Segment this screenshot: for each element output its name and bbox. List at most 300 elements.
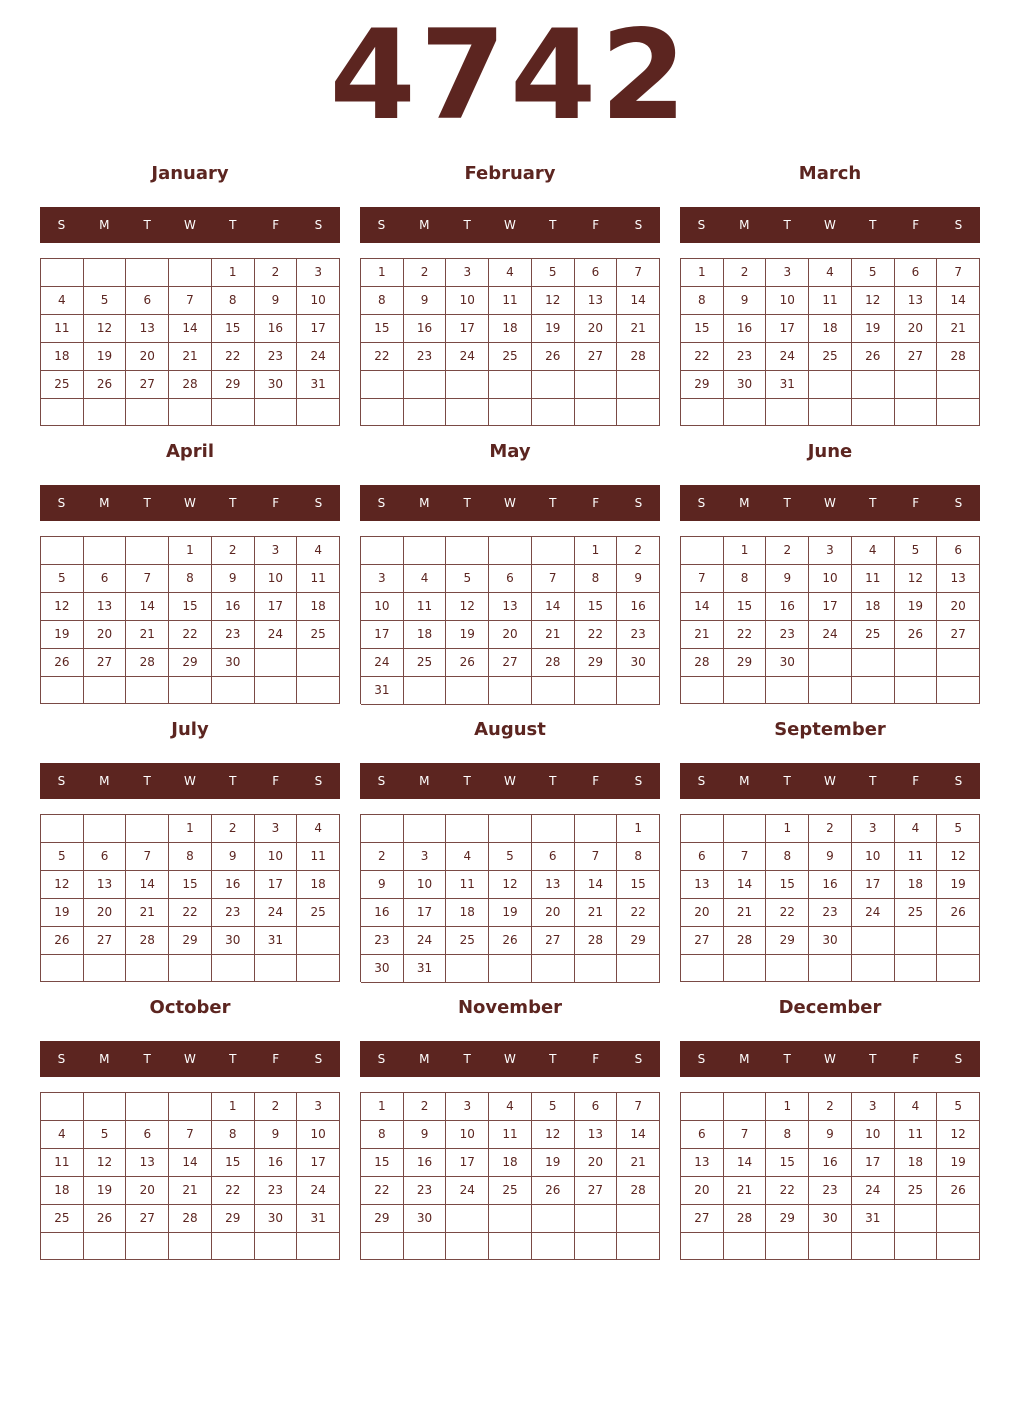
day-cell: [937, 649, 980, 677]
day-cell: 18: [895, 871, 938, 899]
weekday-label: T: [143, 774, 151, 788]
day-cell: 14: [724, 871, 767, 899]
day-cell: [895, 927, 938, 955]
month-august: [360, 718, 660, 982]
day-cell: 13: [681, 1149, 724, 1177]
day-cell: 7: [169, 1121, 212, 1149]
month-march: [680, 162, 980, 426]
day-cell: 10: [766, 287, 809, 315]
day-cell: [575, 1233, 618, 1260]
day-cell: 18: [297, 593, 340, 621]
day-cell: 8: [766, 1121, 809, 1149]
day-cell: 13: [126, 1149, 169, 1177]
weekday-label: F: [912, 218, 920, 232]
day-cell: 15: [361, 315, 404, 343]
day-cell: 14: [575, 871, 618, 899]
day-cell: 3: [255, 815, 298, 843]
day-cell: [84, 1233, 127, 1260]
weekday-label: W: [824, 774, 836, 788]
day-cell: 1: [766, 1093, 809, 1121]
day-cell: [852, 955, 895, 982]
weekday-label: M: [419, 496, 430, 510]
day-cell: 14: [617, 287, 660, 315]
weekday-label: F: [272, 774, 280, 788]
weekday-label: M: [739, 218, 750, 232]
day-cell: [126, 677, 169, 704]
weekday-header: [40, 207, 340, 243]
weekday-label: S: [697, 1052, 706, 1066]
day-cell: 18: [489, 1149, 532, 1177]
month-name: September: [774, 719, 886, 740]
day-cell: [809, 399, 852, 426]
day-cell: 15: [169, 593, 212, 621]
day-cell: 12: [41, 871, 84, 899]
day-cell: [361, 537, 404, 565]
day-cell: [617, 371, 660, 399]
day-cell: [84, 259, 127, 287]
day-cell: [681, 537, 724, 565]
day-cell: 20: [937, 593, 980, 621]
month-name: May: [489, 441, 531, 462]
day-cell: 21: [169, 1177, 212, 1205]
day-cell: 9: [255, 287, 298, 315]
day-cell: 7: [724, 843, 767, 871]
day-cell: 1: [212, 1093, 255, 1121]
day-grid: [680, 1092, 980, 1260]
day-cell: [169, 955, 212, 982]
weekday-label: S: [57, 774, 66, 788]
day-cell: 16: [255, 315, 298, 343]
day-cell: [681, 1233, 724, 1260]
day-cell: 22: [724, 621, 767, 649]
day-cell: 2: [724, 259, 767, 287]
weekday-label: T: [783, 774, 791, 788]
day-cell: 11: [809, 287, 852, 315]
day-cell: [937, 371, 980, 399]
weekday-label: T: [783, 1052, 791, 1066]
day-cell: [255, 677, 298, 704]
day-cell: 27: [895, 343, 938, 371]
weekday-label: S: [57, 496, 66, 510]
day-cell: 12: [937, 843, 980, 871]
day-cell: [724, 815, 767, 843]
day-cell: 29: [617, 927, 660, 955]
day-cell: [212, 399, 255, 426]
weekday-label: S: [954, 1052, 963, 1066]
day-cell: 23: [404, 1177, 447, 1205]
day-cell: 19: [41, 899, 84, 927]
day-cell: 23: [809, 899, 852, 927]
day-cell: 4: [404, 565, 447, 593]
weekday-label: F: [912, 1052, 920, 1066]
day-cell: 15: [575, 593, 618, 621]
day-cell: 7: [532, 565, 575, 593]
day-cell: 5: [852, 259, 895, 287]
day-cell: 6: [489, 565, 532, 593]
day-cell: 19: [489, 899, 532, 927]
day-cell: [41, 537, 84, 565]
weekday-label: S: [634, 1052, 643, 1066]
day-cell: 3: [404, 843, 447, 871]
day-cell: [361, 815, 404, 843]
day-cell: [446, 399, 489, 427]
day-cell: [404, 537, 447, 565]
day-cell: 12: [937, 1121, 980, 1149]
day-cell: 28: [126, 649, 169, 677]
weekday-label: T: [143, 1052, 151, 1066]
weekday-label: S: [377, 1052, 386, 1066]
day-cell: [532, 1233, 575, 1260]
day-cell: 23: [766, 621, 809, 649]
day-cell: 2: [809, 815, 852, 843]
day-cell: 18: [895, 1149, 938, 1177]
day-cell: [84, 399, 127, 426]
weekday-label: T: [549, 218, 557, 232]
day-cell: [297, 649, 340, 677]
day-cell: 12: [84, 1149, 127, 1177]
day-cell: [446, 677, 489, 705]
day-cell: 24: [404, 927, 447, 955]
day-cell: 8: [212, 287, 255, 315]
day-cell: 17: [404, 899, 447, 927]
day-cell: 5: [446, 565, 489, 593]
day-cell: 25: [895, 1177, 938, 1205]
day-cell: 12: [489, 871, 532, 899]
day-cell: 25: [809, 343, 852, 371]
day-cell: 3: [766, 259, 809, 287]
day-cell: 24: [766, 343, 809, 371]
day-cell: 27: [681, 927, 724, 955]
month-july: [40, 718, 340, 982]
weekday-label: W: [504, 496, 516, 510]
day-cell: 29: [724, 649, 767, 677]
day-cell: 9: [404, 1121, 447, 1149]
day-cell: [446, 371, 489, 399]
day-cell: 16: [404, 315, 447, 343]
day-cell: 22: [361, 343, 404, 371]
day-cell: 28: [681, 649, 724, 677]
day-cell: 3: [297, 259, 340, 287]
day-cell: 4: [809, 259, 852, 287]
day-cell: 8: [169, 565, 212, 593]
day-cell: [84, 1093, 127, 1121]
day-cell: [937, 1233, 980, 1260]
day-cell: [126, 955, 169, 982]
weekday-label: F: [272, 1052, 280, 1066]
weekday-label: F: [272, 496, 280, 510]
day-cell: 3: [852, 815, 895, 843]
day-cell: [724, 955, 767, 982]
year-title: 4742: [329, 4, 691, 148]
day-cell: [852, 399, 895, 426]
day-cell: 17: [361, 621, 404, 649]
weekday-label: W: [184, 496, 196, 510]
day-cell: 20: [681, 899, 724, 927]
day-cell: [126, 259, 169, 287]
day-cell: 29: [212, 371, 255, 399]
day-cell: 29: [766, 927, 809, 955]
weekday-label: T: [229, 774, 237, 788]
day-cell: 9: [766, 565, 809, 593]
day-cell: 19: [532, 315, 575, 343]
day-cell: [766, 955, 809, 982]
day-cell: 2: [255, 259, 298, 287]
weekday-header: [360, 1041, 660, 1077]
day-cell: [681, 677, 724, 704]
weekday-label: S: [634, 496, 643, 510]
day-cell: 12: [532, 287, 575, 315]
day-cell: 13: [84, 593, 127, 621]
day-cell: 24: [255, 899, 298, 927]
day-cell: 5: [41, 843, 84, 871]
day-cell: 17: [297, 315, 340, 343]
day-cell: 31: [255, 927, 298, 955]
day-cell: 8: [361, 1121, 404, 1149]
day-cell: [937, 1205, 980, 1233]
day-cell: 3: [446, 1093, 489, 1121]
day-cell: [361, 1233, 404, 1260]
day-cell: 14: [169, 1149, 212, 1177]
day-cell: [297, 927, 340, 955]
day-cell: [852, 677, 895, 704]
weekday-header: [680, 485, 980, 521]
month-name: December: [778, 997, 882, 1018]
day-cell: 22: [766, 1177, 809, 1205]
month-april: [40, 440, 340, 704]
day-cell: 16: [809, 1149, 852, 1177]
day-cell: 23: [255, 343, 298, 371]
day-cell: 26: [532, 343, 575, 371]
day-cell: 22: [169, 899, 212, 927]
weekday-header: [360, 485, 660, 521]
day-cell: 31: [766, 371, 809, 399]
day-cell: [255, 649, 298, 677]
day-grid: [360, 1092, 660, 1260]
day-cell: 6: [126, 287, 169, 315]
day-cell: [169, 1233, 212, 1260]
day-cell: 25: [41, 371, 84, 399]
day-cell: 26: [895, 621, 938, 649]
day-cell: 2: [404, 259, 447, 287]
weekday-label: S: [314, 496, 323, 510]
weekday-header: [40, 485, 340, 521]
day-cell: 15: [724, 593, 767, 621]
day-cell: 14: [532, 593, 575, 621]
month-name: October: [149, 997, 231, 1018]
day-cell: 26: [446, 649, 489, 677]
day-cell: 2: [617, 537, 660, 565]
day-cell: 18: [489, 315, 532, 343]
day-cell: 16: [404, 1149, 447, 1177]
weekday-label: F: [272, 218, 280, 232]
weekday-label: W: [184, 774, 196, 788]
weekday-label: S: [634, 774, 643, 788]
month-october: [40, 996, 340, 1260]
day-cell: [84, 955, 127, 982]
day-cell: 2: [255, 1093, 298, 1121]
day-cell: 15: [212, 315, 255, 343]
day-cell: 23: [212, 899, 255, 927]
day-cell: 16: [255, 1149, 298, 1177]
day-cell: 27: [84, 649, 127, 677]
day-cell: [297, 399, 340, 426]
day-cell: 19: [84, 1177, 127, 1205]
day-cell: 2: [212, 815, 255, 843]
day-cell: 22: [169, 621, 212, 649]
day-cell: 5: [84, 1121, 127, 1149]
day-cell: 28: [126, 927, 169, 955]
day-cell: [169, 677, 212, 704]
day-cell: [489, 955, 532, 983]
day-cell: [809, 955, 852, 982]
month-name: March: [798, 163, 862, 184]
day-cell: [895, 1233, 938, 1260]
day-cell: 4: [41, 287, 84, 315]
weekday-label: S: [57, 218, 66, 232]
day-cell: 26: [84, 1205, 127, 1233]
day-cell: 21: [724, 1177, 767, 1205]
day-cell: 30: [766, 649, 809, 677]
weekday-label: T: [869, 1052, 877, 1066]
day-cell: 3: [809, 537, 852, 565]
day-cell: 9: [809, 1121, 852, 1149]
day-cell: [532, 955, 575, 983]
day-cell: [446, 537, 489, 565]
day-cell: 14: [681, 593, 724, 621]
day-cell: 6: [937, 537, 980, 565]
day-cell: 20: [126, 1177, 169, 1205]
day-cell: 19: [852, 315, 895, 343]
day-cell: 30: [617, 649, 660, 677]
day-cell: 22: [212, 1177, 255, 1205]
day-cell: 11: [297, 843, 340, 871]
day-cell: [126, 399, 169, 426]
day-cell: 30: [809, 927, 852, 955]
day-cell: 4: [297, 815, 340, 843]
day-cell: 14: [126, 871, 169, 899]
weekday-label: S: [697, 774, 706, 788]
day-cell: [41, 1233, 84, 1260]
day-cell: 20: [84, 899, 127, 927]
day-cell: 29: [575, 649, 618, 677]
day-cell: 9: [212, 565, 255, 593]
day-cell: 15: [361, 1149, 404, 1177]
day-cell: 16: [766, 593, 809, 621]
day-cell: 10: [255, 843, 298, 871]
day-cell: 29: [169, 649, 212, 677]
weekday-label: T: [143, 218, 151, 232]
month-november: [360, 996, 660, 1260]
day-cell: 10: [852, 843, 895, 871]
day-cell: 30: [361, 955, 404, 983]
weekday-header: [40, 763, 340, 799]
day-cell: 9: [617, 565, 660, 593]
day-cell: 15: [169, 871, 212, 899]
day-cell: 20: [681, 1177, 724, 1205]
weekday-label: T: [783, 496, 791, 510]
day-cell: [489, 677, 532, 705]
day-cell: 13: [937, 565, 980, 593]
day-cell: [446, 955, 489, 983]
day-cell: 24: [255, 621, 298, 649]
day-cell: 13: [575, 287, 618, 315]
day-cell: [404, 399, 447, 427]
weekday-label: T: [549, 1052, 557, 1066]
day-cell: 28: [575, 927, 618, 955]
day-cell: 18: [297, 871, 340, 899]
day-cell: 21: [937, 315, 980, 343]
weekday-label: S: [954, 774, 963, 788]
day-cell: 10: [446, 1121, 489, 1149]
day-cell: 15: [212, 1149, 255, 1177]
day-cell: 12: [84, 315, 127, 343]
day-cell: [617, 1205, 660, 1233]
day-cell: 4: [489, 259, 532, 287]
day-cell: 29: [212, 1205, 255, 1233]
weekday-label: W: [824, 1052, 836, 1066]
day-cell: 20: [895, 315, 938, 343]
month-name: June: [807, 441, 853, 462]
day-cell: 24: [361, 649, 404, 677]
day-cell: 13: [489, 593, 532, 621]
day-cell: [895, 955, 938, 982]
day-cell: 6: [895, 259, 938, 287]
day-cell: 30: [255, 371, 298, 399]
day-cell: 23: [361, 927, 404, 955]
day-cell: 5: [532, 259, 575, 287]
weekday-label: S: [697, 496, 706, 510]
weekday-label: T: [143, 496, 151, 510]
day-cell: 8: [766, 843, 809, 871]
weekday-label: W: [824, 218, 836, 232]
day-cell: [852, 927, 895, 955]
day-cell: [766, 399, 809, 426]
day-cell: 7: [724, 1121, 767, 1149]
day-cell: [169, 1093, 212, 1121]
day-cell: 16: [724, 315, 767, 343]
day-cell: 21: [126, 621, 169, 649]
weekday-header: [680, 207, 980, 243]
day-cell: 6: [84, 565, 127, 593]
day-cell: 29: [681, 371, 724, 399]
day-cell: 2: [361, 843, 404, 871]
weekday-header: [680, 1041, 980, 1077]
day-cell: 28: [724, 927, 767, 955]
day-cell: 19: [446, 621, 489, 649]
day-cell: 16: [212, 871, 255, 899]
day-cell: [489, 1233, 532, 1260]
day-cell: 9: [212, 843, 255, 871]
day-cell: 13: [532, 871, 575, 899]
day-cell: [41, 259, 84, 287]
day-cell: 20: [489, 621, 532, 649]
day-cell: 20: [575, 315, 618, 343]
day-cell: 19: [532, 1149, 575, 1177]
weekday-label: T: [463, 496, 471, 510]
day-cell: 6: [575, 259, 618, 287]
day-cell: 8: [575, 565, 618, 593]
day-cell: [575, 371, 618, 399]
day-cell: 10: [446, 287, 489, 315]
day-cell: 18: [41, 1177, 84, 1205]
day-cell: [212, 955, 255, 982]
month-name: November: [457, 997, 563, 1018]
day-cell: 30: [724, 371, 767, 399]
weekday-label: S: [954, 496, 963, 510]
day-cell: 27: [84, 927, 127, 955]
day-cell: 31: [297, 1205, 340, 1233]
day-cell: 30: [212, 927, 255, 955]
